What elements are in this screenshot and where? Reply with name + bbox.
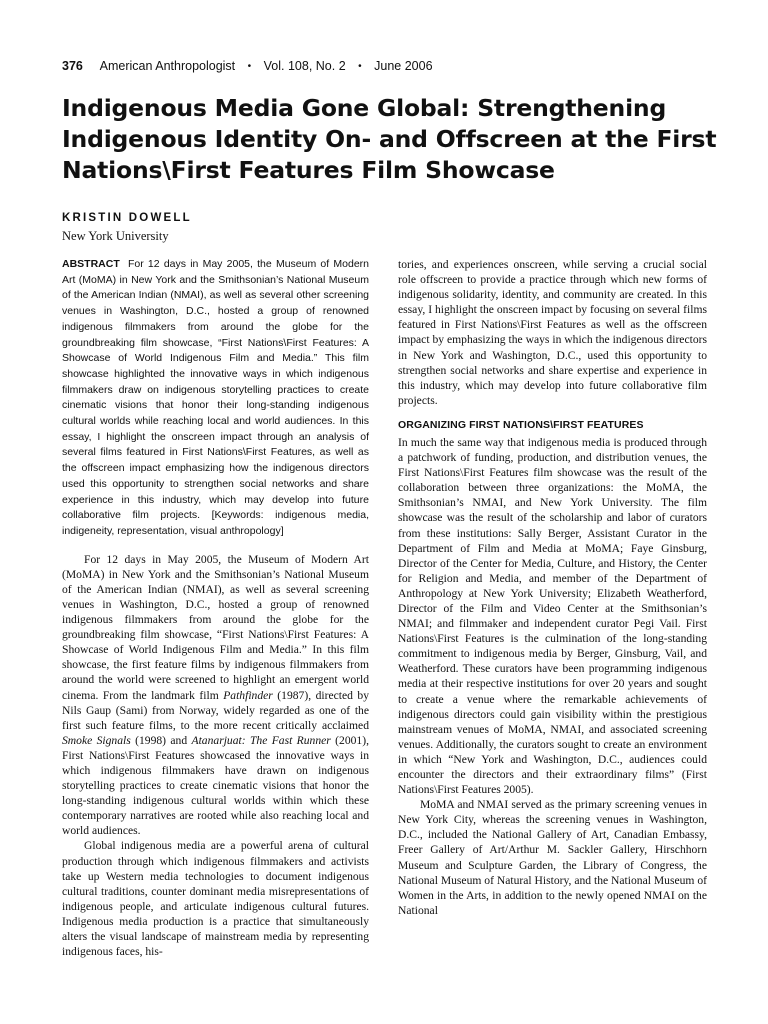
film-title: Pathfinder: [223, 688, 273, 702]
abstract-text: For 12 days in May 2005, the Museum of Modern Art (MoMA) in New York and the Smithsonian’s National Museum of the American Indian (NMAI), as well as several other screening venues in Washington, D.C., hosted a group of renowned indigenous filmmakers from around the globe for the groundbreaking film showcase, “First Nations\First Features: A Showcase of World Indigenous Film and Media.” This film showcase highlighted the innovative ways in which indigenous filmmakers draw on indigenous storytelling practices to create cinematic visions that honor their long-standing indigenous cultural worlds while reaching local and world audiences. In this essay, I highlight the onscreen impact through an analysis of several films featured in First Nations\First Features, as well as the offscreen impact emphasizing how the indigenous directors used this opportunity to strengthen social networks and share experience in this industry, which may develop into future collaborative film projects. [Keywords: indigenous media, indigeneity, representation, visual anthropology]: [62, 258, 369, 537]
body-paragraph: [62, 552, 369, 839]
bullet-separator: •: [358, 61, 362, 72]
paragraph-text: (1998) and: [130, 733, 192, 747]
body-paragraph: MoMA and NMAI served as the primary screening venues in New York City, whereas the screening venues in Washington, D.C., included the National Gallery of Art, Canadian Embassy, Freer Gallery of Art/Arthur M. Sackler Gallery, Hirschhorn Museum and Sculpture Garden, the Library of Congress, the National Museum of Natural History, and the National Museum of Women in the Arts, in addition to the newly opened NMAI on the National: [398, 798, 707, 917]
journal-date: June 2006: [374, 59, 433, 73]
left-column: [62, 257, 369, 959]
film-title: Smoke Signals: [62, 733, 131, 747]
body-paragraph: tories, and experiences onscreen, while serving a crucial social role offscreen to provide a practice through which new forms of indigenous solidarity, identity, and community are created. In this essay, I highlight the onscreen impact by focusing on several films featured in First Nations\First Features as well as the offscreen impact by emphasizing the ways in which the indigenous directors in New York and Washington, D.C., used this opportunity to strengthen social networks and share expertise and experience in this industry, which may develop into future collaborative film projects.: [398, 258, 707, 407]
paragraph-text: For 12 days in May 2005, the Museum of Modern Art (MoMA) in New York and the Smithsonian’s National Museum of the American Indian (NMAI), as well as several screening venues in Washington, D.C., hosted a group of renowned indigenous filmmakers from around the globe for the groundbreaking film showcase, “First Nations\First Features: A Showcase of World Indigenous Film and Media.” In this film showcase, the first feature films by indigenous filmmakers from around the world were screened to highlight an emergent world cinema. From the landmark film: [62, 552, 369, 702]
body-paragraph: Global indigenous media are a powerful arena of cultural production through which indigenous filmmakers and activists take up Western media technologies to document indigenous cultural traditions, counter dominant media misrepresentations of indigenous people, and articulate indigenous cultural futures. Indigenous media production is a practice that simultaneously alters the visual landscape of mainstream media by representing indigenous faces, his-: [62, 839, 369, 959]
paragraph-text: (2001), First Nations\First Features showcased the innovative ways in which indigenous filmmakers have drawn on indigenous storytelling practices to create cinematic visions that honor the long-standing indigenous cultural worlds within which these contemporary narratives are rooted while also reaching local and world audiences.: [62, 733, 369, 838]
article-title: Indigenous Media Gone Global: Strengthening Indigenous Identity On- and Offscreen at the First Nations\First Features Film Showcase: [62, 94, 717, 184]
author-affiliation: New York University: [62, 229, 169, 243]
author-name: KRISTIN DOWELL: [62, 212, 192, 224]
right-column: [398, 257, 707, 918]
journal-name: American Anthropologist: [99, 59, 236, 73]
page-number: 376: [62, 59, 83, 73]
film-title: Atanarjuat: The Fast Runner: [191, 733, 331, 747]
journal-volume: Vol. 108, No. 2: [263, 59, 346, 73]
paragraph-text: (1987), directed by Nils Gaup (Sami) from Norway, widely regarded as one of the first such feature films, to the more recent critically acclaimed: [62, 688, 369, 732]
bullet-separator: •: [247, 61, 252, 72]
abstract: [62, 257, 369, 540]
running-head: [62, 59, 722, 73]
section-heading: ORGANIZING FIRST NATIONS\FIRST FEATURES: [398, 418, 644, 431]
body-paragraph: In much the same way that indigenous media is produced through a patchwork of funding, production, and distribution venues, the First Nations\First Features film showcase was the result of the collaboration between three organizations: the MoMA, the Smithsonian’s NMAI, and New York University. The film showcase was the result of the scholarship and labor of curators from these institutions: Sally Berger, Assistant Curator in the Department of Film and Media at MoMA; Faye Ginsburg, Director of the Center for Media, Culture, and History, the Center for Religion and Media, and member of the Department of Anthropology at New York University; Elizabeth Weatherford, Director of the Film and Video Center at the Smithsonian’s NMAI; and filmmaker and independent curator Pegi Vail. First Nations\First Features is the culmination of the long-standing commitment to indigenous media by Berger, Ginsburg, Vail, and Weatherford. These curators have been programming indigenous media at their respective institutions for over 20 years and sought to create a venue where the remarkable achievements of indigenous directors could gain visibility within the prestigious mainstream venues of MoMA, NMAI, and associated screening venues. Additionally, the curators sought to create an environment in which “New York and Washington, D.C., audiences could encounter the directors and their extraordinary films” (First Nations\First Features 2005).: [398, 435, 707, 797]
abstract-label: ABSTRACT: [62, 258, 120, 270]
